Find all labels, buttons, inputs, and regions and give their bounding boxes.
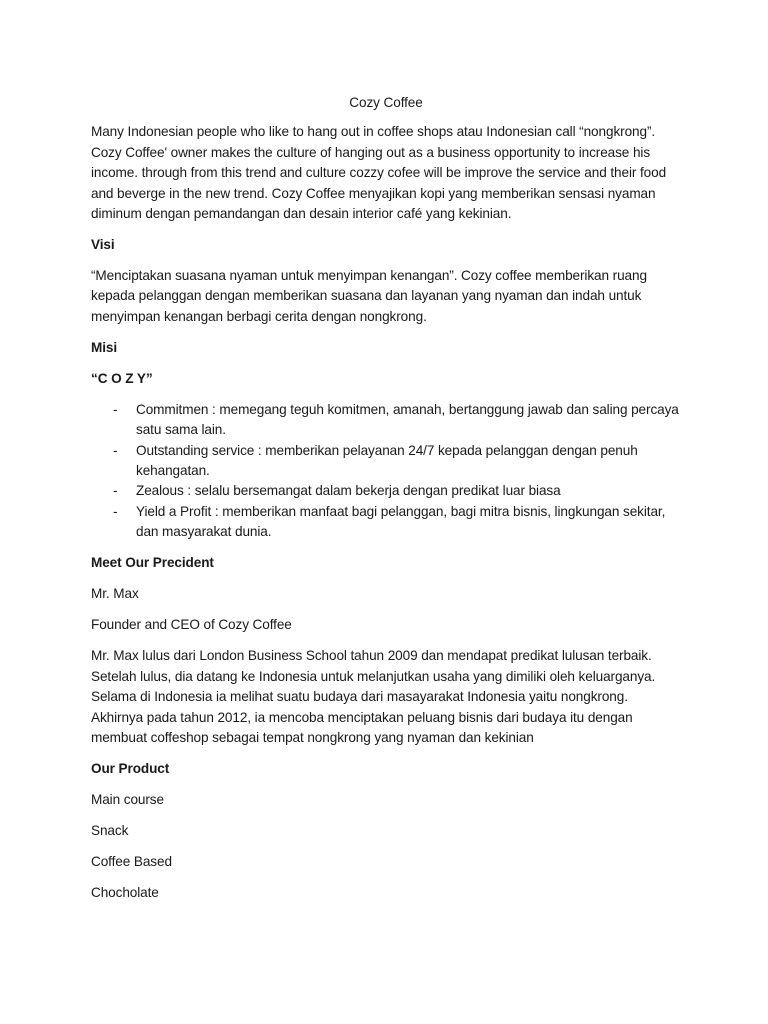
misi-item-text: Yield a Profit : memberikan manfaat bagi pelanggan, bagi mitra bisnis, lingkungan sekitar, dan masyarakat dunia. xyxy=(136,503,666,540)
product-item: Chocholate xyxy=(91,884,159,900)
misi-list-item xyxy=(91,502,681,543)
misi-list-item xyxy=(91,400,681,441)
product-item: Snack xyxy=(91,822,129,838)
document-body xyxy=(91,93,681,914)
misi-acronym: “C O Z Y” xyxy=(91,370,153,386)
president-name: Mr. Max xyxy=(91,586,139,602)
list-bullet: - xyxy=(113,483,118,499)
intro-paragraph: Many Indonesian people who like to hang out in coffee shops atau Indonesian call “nongkrong”. Cozy Coffee' owner makes the culture of hanging out as a business opportunity to increase his income. through from this trend and culture cozzy cofee will be improve the service and their food and beverge in the new trend. Cozy Coffee menyajikan kopi yang memberikan sensasi nyaman diminum dengan pemandangan dan desain interior café yang kekinian. xyxy=(91,124,667,222)
list-bullet: - xyxy=(113,503,118,519)
misi-list xyxy=(91,400,681,543)
products-heading: Our Product xyxy=(91,760,170,776)
list-bullet: - xyxy=(113,401,118,417)
product-item: Main course xyxy=(91,791,164,807)
misi-list-item xyxy=(91,481,681,501)
document-title: Cozy Coffee xyxy=(349,95,423,110)
product-item: Coffee Based xyxy=(91,853,172,869)
president-bio: Mr. Max lulus dari London Business School tahun 2009 dan mendapat predikat lulusan terbaik. Setelah lulus, dia datang ke Indonesia untuk melanjutkan usaha yang dimiliki oleh keluarganya. Selama di Indonesia ia melihat suatu budaya dari masayarakat Indonesia yaitu nongkrong. Akhirnya pada tahun 2012, ia mencoba menciptakan peluang bisnis dari budaya itu dengan membuat coffeshop sebagai tempat nongkrong yang nyaman dan kekinian xyxy=(91,648,656,745)
president-heading: Meet Our Precident xyxy=(91,555,214,571)
misi-item-text: Commitmen : memegang teguh komitmen, amanah, bertanggung jawab dan saling percaya satu sama lain. xyxy=(136,401,679,438)
misi-item-text: Zealous : selalu bersemangat dalam bekerja dengan predikat luar biasa xyxy=(136,483,561,499)
visi-heading: Visi xyxy=(91,237,115,253)
misi-item-text: Outstanding service : memberikan pelayanan 24/7 kepada pelanggan dengan penuh kehangatan. xyxy=(136,442,638,479)
misi-list-item xyxy=(91,441,681,482)
misi-heading: Misi xyxy=(91,339,118,355)
visi-paragraph: “Menciptakan suasana nyaman untuk menyimpan kenangan”. Cozy coffee memberikan ruang kepada pelanggan dengan memberikan suasana dan layanan yang nyaman dan indah untuk menyimpan kenangan berbagi cerita dengan nongkrong. xyxy=(91,268,647,324)
president-role: Founder and CEO of Cozy Coffee xyxy=(91,617,292,633)
list-bullet: - xyxy=(113,442,118,458)
